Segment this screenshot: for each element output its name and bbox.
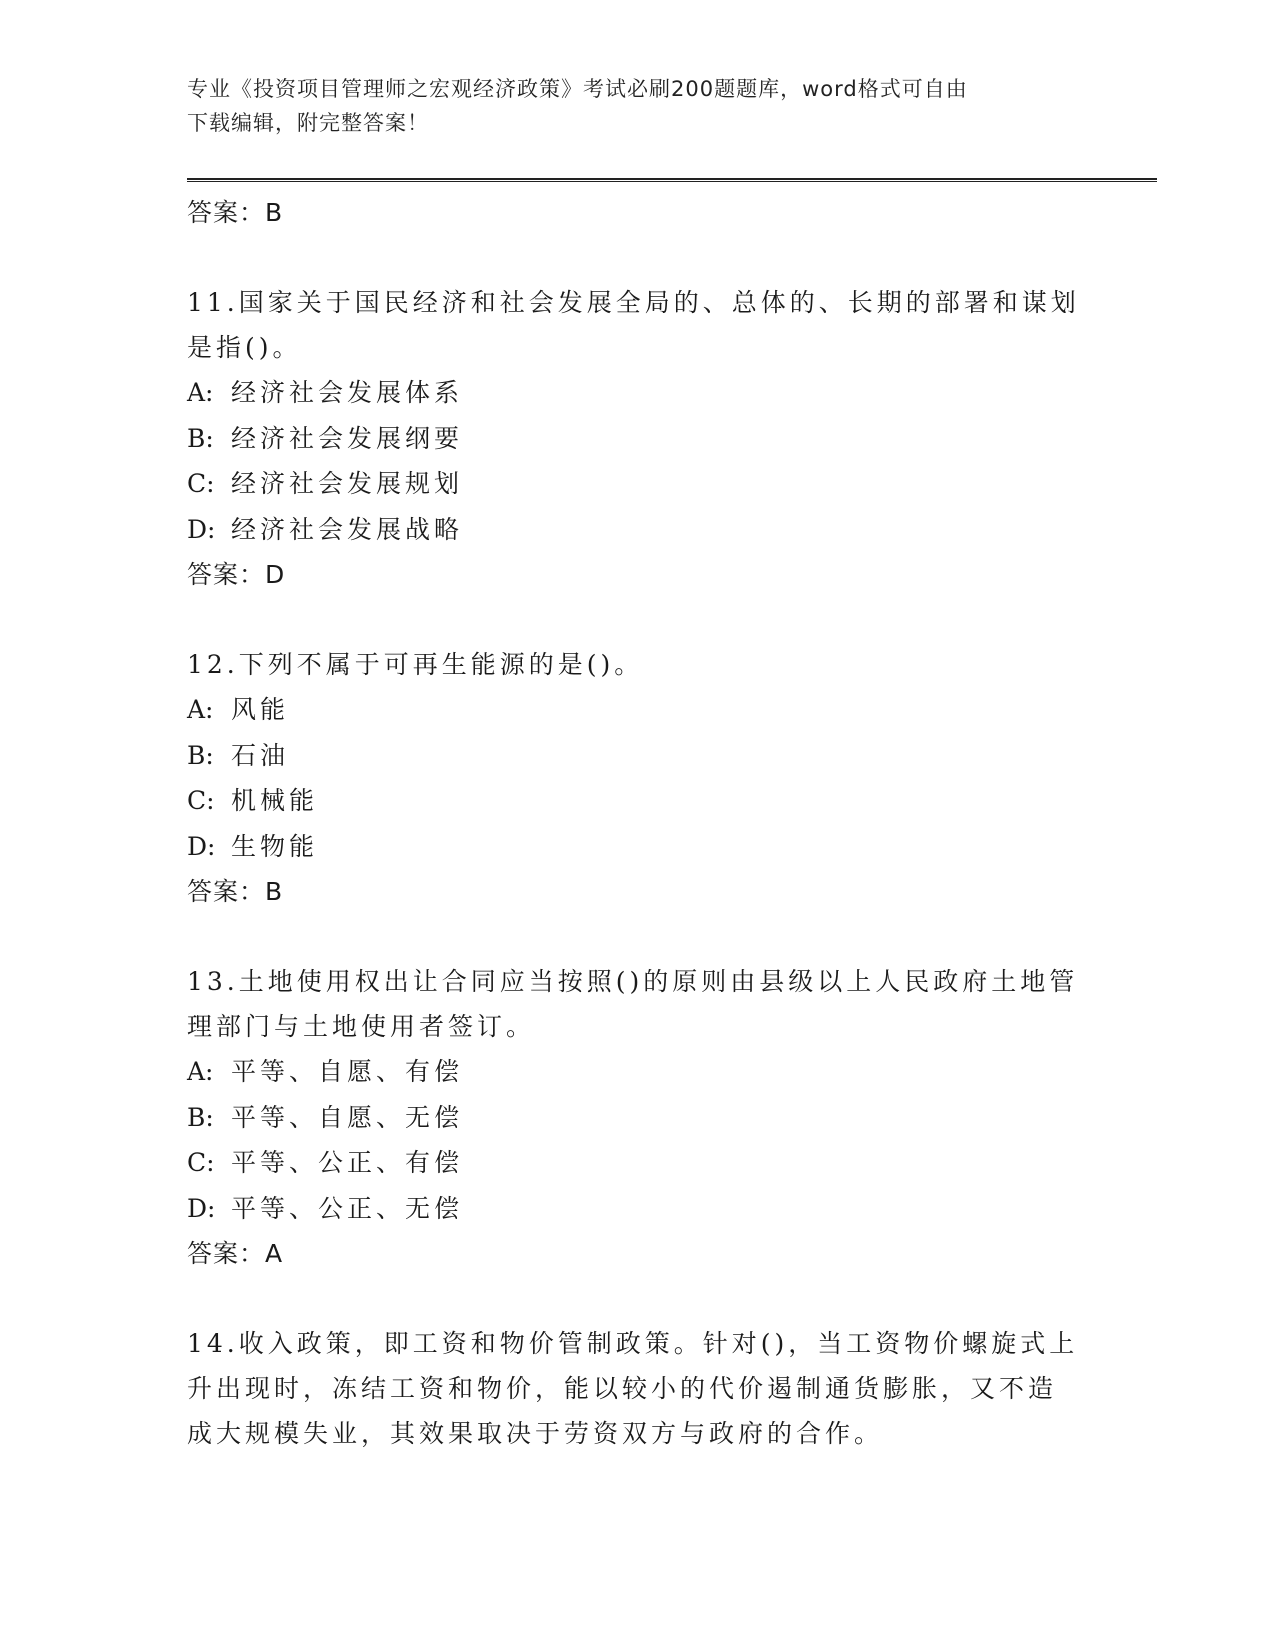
option-label: A:	[187, 695, 214, 724]
header-divider	[187, 178, 1157, 182]
answer-line: 答案：A	[187, 1239, 284, 1268]
option-text: 经济社会发展战略	[231, 514, 464, 544]
page-header	[187, 72, 1087, 140]
option-text: 风能	[231, 695, 290, 724]
option-label: B:	[187, 740, 214, 770]
option-text: 平等、公正、有偿	[231, 1148, 464, 1177]
answer-line: 答案：D	[187, 560, 286, 589]
option-d	[187, 1186, 1087, 1232]
option-text: 生物能	[231, 831, 319, 861]
option-label: A:	[187, 1057, 214, 1086]
option-d	[187, 507, 1087, 553]
answer-line: 答案：B	[187, 877, 284, 906]
option-a	[187, 687, 1087, 733]
question-11	[187, 280, 1087, 597]
option-label: C:	[187, 786, 215, 815]
header-line-2: 下载编辑，附完整答案！	[187, 111, 429, 135]
option-b	[187, 1095, 1087, 1141]
option-c	[187, 1140, 1087, 1186]
question-text: 理部门与土地使用者签订。	[187, 1012, 536, 1041]
question-text: 升出现时，冻结工资和物价，能以较小的代价遏制通货膨胀，又不造	[187, 1374, 1058, 1403]
option-label: B:	[187, 1102, 214, 1132]
option-text: 经济社会发展体系	[231, 378, 464, 407]
option-label: C:	[187, 469, 215, 498]
question-12	[187, 642, 1087, 914]
option-text: 经济社会发展纲要	[231, 423, 464, 453]
option-label: C:	[187, 1148, 215, 1177]
answer-line: 答案：B	[187, 198, 284, 227]
header-line-1: 专业《投资项目管理师之宏观经济政策》考试必刷200题题库，word格式可自由	[187, 77, 968, 101]
option-text: 机械能	[231, 786, 319, 815]
option-a	[187, 370, 1087, 416]
option-label: A:	[187, 378, 214, 407]
option-label: D:	[187, 514, 216, 544]
option-label: D:	[187, 831, 216, 861]
option-text: 经济社会发展规划	[231, 469, 464, 498]
question-text: 14.收入政策，即工资和物价管制政策。针对()，当工资物价螺旋式上	[187, 1329, 1079, 1358]
question-text: 12.下列不属于可再生能源的是()。	[187, 650, 644, 679]
option-c	[187, 461, 1087, 507]
question-text: 11.国家关于国民经济和社会发展全局的、总体的、长期的部署和谋划	[187, 288, 1080, 317]
option-a	[187, 1049, 1087, 1095]
option-d	[187, 824, 1087, 870]
option-b	[187, 733, 1087, 779]
option-label: B:	[187, 423, 214, 453]
option-text: 平等、自愿、有偿	[231, 1057, 464, 1086]
option-c	[187, 778, 1087, 824]
option-text: 平等、公正、无偿	[231, 1193, 464, 1223]
question-13	[187, 959, 1087, 1276]
question-list	[187, 190, 1087, 1456]
question-text: 13.土地使用权出让合同应当按照()的原则由县级以上人民政府土地管	[187, 967, 1079, 996]
question-14	[187, 1321, 1087, 1456]
option-label: D:	[187, 1193, 216, 1223]
question-text: 成大规模失业，其效果取决于劳资双方与政府的合作。	[187, 1419, 884, 1448]
question-text: 是指()。	[187, 333, 302, 362]
option-b	[187, 416, 1087, 462]
option-text: 石油	[231, 740, 290, 770]
option-text: 平等、自愿、无偿	[231, 1102, 464, 1132]
